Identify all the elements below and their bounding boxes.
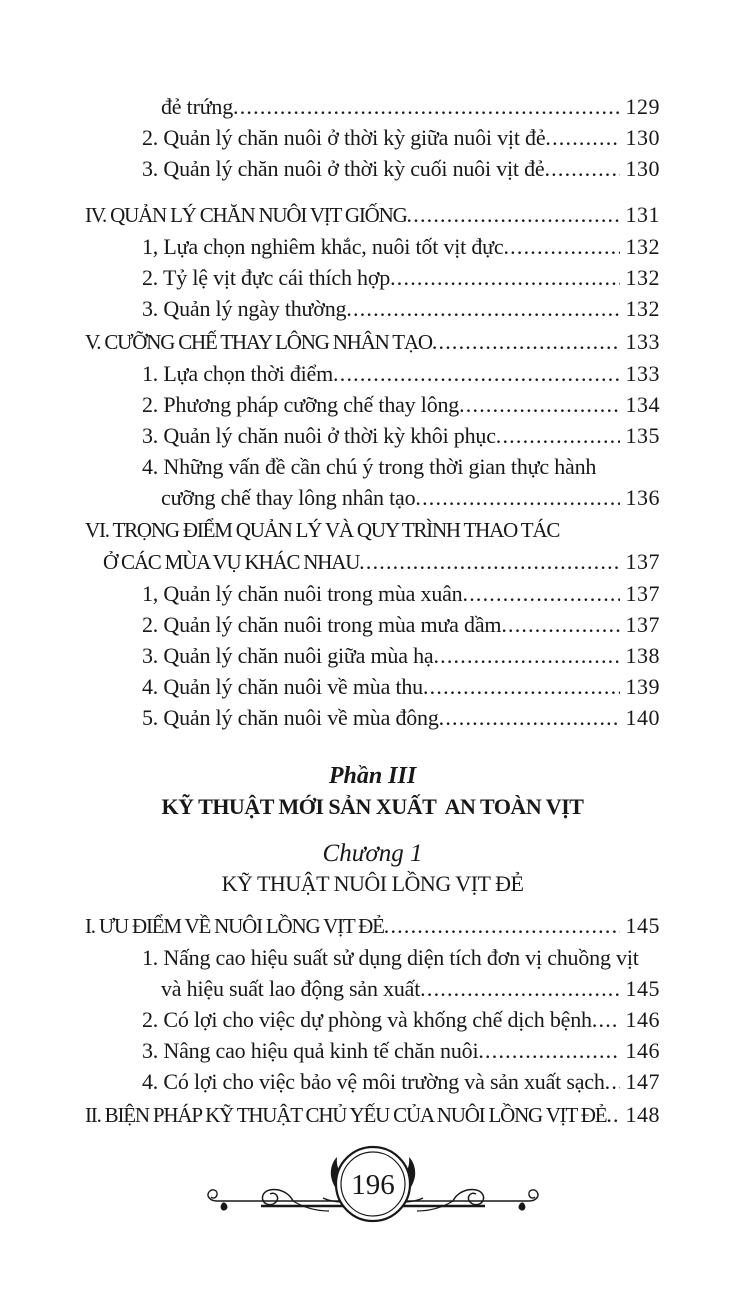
- chapter-title: KỸ THUẬT NUÔI LỒNG VỊT ĐẺ: [221, 871, 524, 896]
- toc-entry: [142, 153, 660, 184]
- dot-leader: [420, 973, 620, 1004]
- toc-entry-title: 2. Quản lý chăn nuôi trong mùa mưa dầm: [142, 612, 502, 637]
- toc-entry: [103, 546, 660, 578]
- toc-page-number: 133: [625, 361, 660, 386]
- dot-leader: [423, 671, 620, 702]
- toc-entry: [142, 1004, 660, 1035]
- dot-leader: [415, 482, 620, 513]
- toc-entry: [142, 389, 660, 420]
- toc-entry-title: 2. Phương pháp cưỡng chế thay lông: [142, 392, 460, 417]
- toc-page-number: 145: [625, 913, 660, 938]
- toc-entry-title: 3. Quản lý ngày thường: [142, 296, 347, 321]
- toc-entry: [85, 910, 660, 942]
- toc-entry: [142, 293, 660, 324]
- toc-entry: [85, 326, 660, 358]
- toc-entry: [142, 231, 660, 262]
- toc-section-1: [85, 91, 660, 733]
- toc-page-number: 137: [625, 549, 660, 574]
- toc-entry: [142, 420, 660, 451]
- toc-page-number: 148: [625, 1102, 660, 1127]
- toc-entry-title: VI. TRỌNG ĐIỂM QUẢN LÝ VÀ QUY TRÌNH THAO TÁC: [85, 518, 560, 542]
- toc-entry-title: II. BIỆN PHÁP KỸ THUẬT CHỦ YẾU CỦA NUÔI LỒNG VỊT ĐẺ: [85, 1103, 607, 1127]
- toc-page-number: 139: [625, 674, 660, 699]
- toc-page-number: 137: [625, 612, 660, 637]
- toc-page-number: 131: [625, 202, 660, 227]
- dot-leader: [390, 262, 620, 293]
- toc-entry-title: 2. Có lợi cho việc dự phòng và khống chế dịch bệnh: [142, 1007, 592, 1032]
- toc-page-number: 138: [625, 643, 660, 668]
- toc-entry: [85, 1099, 660, 1131]
- toc-entry-title: Ở CÁC MÙA VỤ KHÁC NHAU: [103, 550, 360, 574]
- dot-leader: [233, 91, 620, 122]
- dot-leader: [478, 1035, 620, 1066]
- dot-leader: [503, 231, 620, 262]
- footer-ornament: [85, 1141, 660, 1243]
- toc-entry: [142, 609, 660, 640]
- toc-entry: [142, 702, 660, 733]
- dot-leader: [346, 293, 620, 324]
- toc-page-number: 147: [625, 1069, 660, 1094]
- toc-entry: [142, 640, 660, 671]
- toc-entry-title: và hiệu suất lao động sản xuất: [161, 976, 421, 1001]
- toc-entry-title: 1, Lựa chọn nghiêm khắc, nuôi tốt vịt đực: [142, 234, 504, 259]
- dot-leader: [544, 153, 620, 184]
- toc-entry-title: đẻ trứng: [161, 94, 234, 119]
- dot-leader: [433, 640, 620, 671]
- toc-page-number: 146: [625, 1007, 660, 1032]
- toc-page-number: 137: [625, 581, 660, 606]
- toc-entry: [142, 671, 660, 702]
- dot-leader: [605, 1066, 620, 1097]
- dot-leader: [384, 910, 620, 942]
- dot-leader: [545, 122, 620, 153]
- part-header: [85, 761, 660, 822]
- toc-page-number: 129: [625, 94, 660, 119]
- dot-leader: [407, 199, 620, 231]
- toc-entry: [142, 358, 660, 389]
- page-number: 196: [350, 1169, 395, 1201]
- toc-page-number: 132: [625, 265, 660, 290]
- toc-page-number: 130: [625, 156, 660, 181]
- toc-page-number: 132: [625, 296, 660, 321]
- toc-entry-title: 4. Quản lý chăn nuôi về mùa thu: [142, 674, 423, 699]
- toc-entry-title: 2. Tỷ lệ vịt đực cái thích hợp: [142, 265, 391, 290]
- part-label: Phần III: [328, 763, 417, 789]
- dot-leader: [606, 1099, 620, 1131]
- toc-entry: [85, 199, 660, 231]
- dot-leader: [432, 326, 620, 358]
- toc-entry: [142, 578, 660, 609]
- toc-entry-title: 3. Quản lý chăn nuôi ở thời kỳ khôi phục: [142, 423, 496, 448]
- toc-page-number: 134: [625, 392, 660, 417]
- dot-leader: [592, 1004, 620, 1035]
- toc-entry-title: 1. Lựa chọn thời điểm: [142, 361, 334, 386]
- toc-entry: [142, 1035, 660, 1066]
- toc-entry-title: I. ƯU ĐIỂM VỀ NUÔI LỒNG VỊT ĐẺ: [85, 914, 384, 938]
- toc-entry-title: 2. Quản lý chăn nuôi ở thời kỳ giữa nuôi vịt đẻ: [142, 125, 546, 150]
- toc-entry: [142, 1066, 660, 1097]
- toc-entry: [142, 122, 660, 153]
- footer-ornament-svg: [203, 1141, 543, 1243]
- toc-entry: [142, 942, 660, 973]
- toc-entry-title: cưỡng chế thay lông nhân tạo: [161, 485, 416, 510]
- toc-entry: [161, 91, 660, 122]
- toc-page-number: 136: [625, 485, 660, 510]
- dot-leader: [439, 702, 620, 733]
- toc-entry-title: V. CƯỠNG CHẾ THAY LÔNG NHÂN TẠO: [85, 330, 432, 354]
- toc-page-number: 133: [625, 329, 660, 354]
- toc-page-number: 146: [625, 1038, 660, 1063]
- toc-page-number: 145: [625, 976, 660, 1001]
- dot-leader: [463, 578, 621, 609]
- part-title: KỸ THUẬT MỚI SẢN XUẤT AN TOÀN VỊT: [161, 794, 584, 819]
- toc-entry: [161, 482, 660, 513]
- page-content: [85, 91, 660, 1243]
- toc-entry-title: 3. Quản lý chăn nuôi ở thời kỳ cuối nuôi vịt đẻ: [142, 156, 545, 181]
- toc-section-2: [85, 910, 660, 1131]
- toc-page-number: 135: [625, 423, 660, 448]
- dot-leader: [501, 609, 620, 640]
- toc-page-number: 140: [625, 705, 660, 730]
- dot-leader: [359, 546, 620, 578]
- toc-entry: [142, 262, 660, 293]
- toc-entry-title: 4. Những vấn đề cần chú ý trong thời gian thực hành: [142, 454, 597, 479]
- toc-entry: [142, 451, 660, 482]
- toc-entry-title: 5. Quản lý chăn nuôi về mùa đông: [142, 705, 439, 730]
- dot-leader: [459, 389, 620, 420]
- dot-leader: [496, 420, 620, 451]
- toc-entry-title: 4. Có lợi cho việc bảo vệ môi trường và sản xuất sạch: [142, 1069, 605, 1094]
- toc-entry-title: IV. QUẢN LÝ CHĂN NUÔI VỊT GIỐNG: [85, 203, 407, 227]
- toc-page-number: 130: [625, 125, 660, 150]
- toc-entry: [161, 973, 660, 1004]
- chapter-header: [85, 838, 660, 899]
- chapter-label: Chương 1: [322, 840, 423, 867]
- toc-entry-title: 3. Quản lý chăn nuôi giữa mùa hạ: [142, 643, 434, 668]
- toc-entry-title: 3. Nâng cao hiệu quả kinh tế chăn nuôi: [142, 1038, 479, 1063]
- dot-leader: [333, 358, 620, 389]
- toc-entry-title: 1. Nấng cao hiệu suất sử dụng diện tích đơn vị chuồng vịt: [142, 945, 639, 970]
- toc-entry-title: 1, Quản lý chăn nuôi trong mùa xuân: [142, 581, 463, 606]
- toc-page-number: 132: [625, 234, 660, 259]
- toc-entry: [85, 515, 660, 546]
